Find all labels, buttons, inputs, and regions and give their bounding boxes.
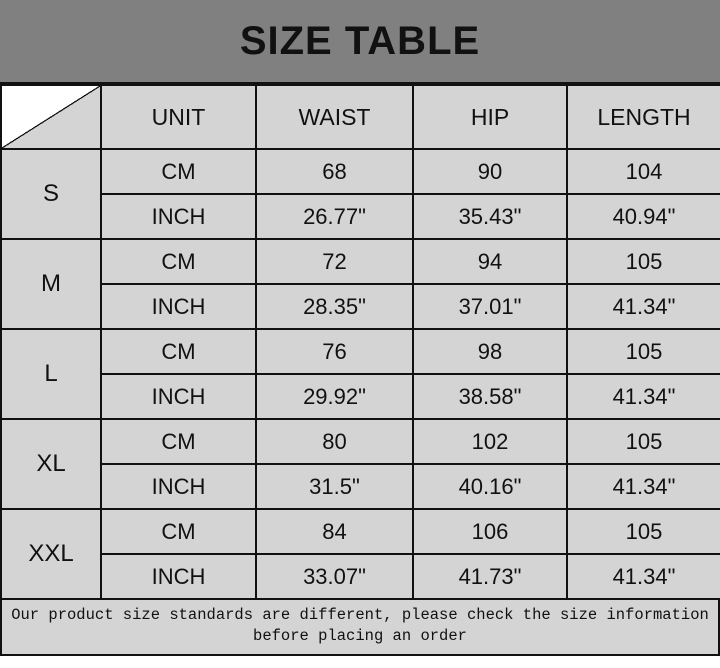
footer-note-line-2: before placing an order — [253, 627, 467, 645]
length-value: 105 — [567, 419, 720, 464]
length-value: 41.34" — [567, 374, 720, 419]
table-row — [1, 419, 720, 464]
length-value: 105 — [567, 239, 720, 284]
unit-cell: CM — [101, 239, 256, 284]
length-value: 105 — [567, 329, 720, 374]
table-row — [1, 194, 720, 239]
unit-cell: CM — [101, 149, 256, 194]
table-row — [1, 284, 720, 329]
title-banner — [0, 0, 720, 84]
waist-value: 68 — [256, 149, 413, 194]
hip-value: 38.58" — [413, 374, 567, 419]
table-row — [1, 464, 720, 509]
length-value: 41.34" — [567, 464, 720, 509]
hip-value: 35.43" — [413, 194, 567, 239]
corner-cell — [1, 85, 101, 149]
waist-value: 26.77" — [256, 194, 413, 239]
unit-cell: INCH — [101, 554, 256, 599]
column-header-waist: WAIST — [256, 85, 413, 149]
footer-note — [0, 600, 720, 656]
table-row — [1, 509, 720, 554]
unit-cell: CM — [101, 419, 256, 464]
hip-value: 102 — [413, 419, 567, 464]
length-value: 41.34" — [567, 284, 720, 329]
hip-value: 90 — [413, 149, 567, 194]
size-label: XXL — [1, 509, 101, 599]
hip-value: 106 — [413, 509, 567, 554]
bottom-whitespace — [0, 656, 720, 668]
table-row — [1, 149, 720, 194]
length-value: 105 — [567, 509, 720, 554]
column-header-length: LENGTH — [567, 85, 720, 149]
unit-cell: INCH — [101, 194, 256, 239]
unit-cell: INCH — [101, 464, 256, 509]
unit-cell: INCH — [101, 284, 256, 329]
column-header-unit: UNIT — [101, 85, 256, 149]
length-value: 40.94" — [567, 194, 720, 239]
hip-value: 40.16" — [413, 464, 567, 509]
size-label: XL — [1, 419, 101, 509]
size-label: M — [1, 239, 101, 329]
unit-cell: CM — [101, 329, 256, 374]
size-label: S — [1, 149, 101, 239]
unit-cell: CM — [101, 509, 256, 554]
length-value: 41.34" — [567, 554, 720, 599]
diagonal-divider-icon — [2, 86, 100, 148]
hip-value: 98 — [413, 329, 567, 374]
unit-cell: INCH — [101, 374, 256, 419]
hip-value: 94 — [413, 239, 567, 284]
table-row — [1, 329, 720, 374]
column-header-hip: HIP — [413, 85, 567, 149]
waist-value: 72 — [256, 239, 413, 284]
waist-value: 33.07" — [256, 554, 413, 599]
waist-value: 31.5" — [256, 464, 413, 509]
size-table — [0, 84, 720, 600]
table-row — [1, 554, 720, 599]
waist-value: 84 — [256, 509, 413, 554]
waist-value: 76 — [256, 329, 413, 374]
table-row — [1, 374, 720, 419]
table-header-row — [1, 85, 720, 149]
page-title: SIZE TABLE — [239, 18, 481, 63]
hip-value: 37.01" — [413, 284, 567, 329]
footer-note-line-1: Our product size standards are different, please check the size information — [11, 606, 709, 624]
waist-value: 80 — [256, 419, 413, 464]
size-label: L — [1, 329, 101, 419]
hip-value: 41.73" — [413, 554, 567, 599]
length-value: 104 — [567, 149, 720, 194]
table-row — [1, 239, 720, 284]
waist-value: 28.35" — [256, 284, 413, 329]
waist-value: 29.92" — [256, 374, 413, 419]
